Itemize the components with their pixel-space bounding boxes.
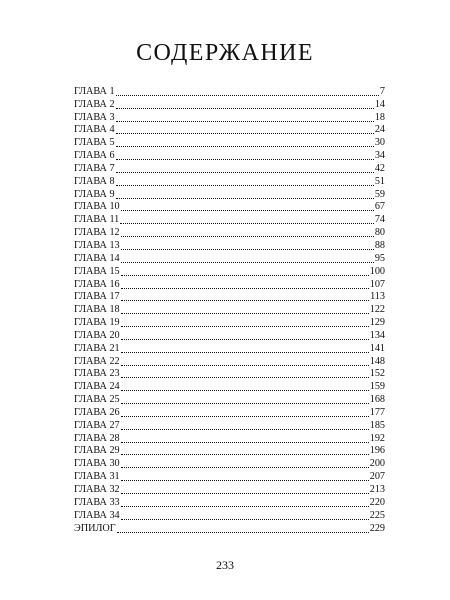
toc-entry-label: ГЛАВА 20: [74, 329, 120, 341]
toc-entry-label: ГЛАВА 9: [74, 188, 115, 200]
toc-entry-page-number: 213: [369, 484, 385, 495]
dot-leader: [121, 519, 369, 520]
toc-entry-label: ГЛАВА 31: [74, 471, 120, 483]
toc-entry-label: ГЛАВА 26: [74, 406, 120, 418]
dot-leader: [121, 288, 369, 289]
toc-entry-label: ГЛАВА 32: [74, 484, 120, 495]
dot-leader: [121, 275, 369, 276]
toc-entry-label: ГЛАВА 3: [74, 111, 115, 123]
toc-entry[interactable]: [74, 136, 385, 149]
toc-entry-page-number: 67: [374, 201, 385, 213]
toc-entry[interactable]: [74, 470, 385, 483]
toc-entry-label: ГЛАВА 17: [74, 291, 120, 303]
toc-entry-page-number: 192: [369, 432, 385, 444]
toc-entry[interactable]: [74, 149, 385, 162]
dot-leader: [121, 339, 369, 340]
dot-leader: [121, 429, 369, 430]
toc-entry-label: ГЛАВА 27: [74, 419, 120, 431]
toc-entry[interactable]: [74, 265, 385, 278]
toc-entry-label: ЭПИЛОГ: [74, 522, 116, 534]
toc-entry-page-number: 30: [374, 137, 385, 149]
toc-entry-page-number: 95: [374, 252, 385, 264]
dot-leader: [116, 146, 374, 147]
toc-entry[interactable]: [74, 329, 385, 342]
dot-leader: [121, 300, 369, 301]
toc-entry-page-number: 42: [374, 162, 385, 174]
dot-leader: [116, 121, 374, 122]
toc-entry-page-number: 59: [374, 188, 385, 200]
toc-entry-page-number: 220: [369, 496, 385, 508]
toc-entry-label: ГЛАВА 10: [74, 201, 120, 213]
toc-entry-label: ГЛАВА 24: [74, 381, 120, 393]
toc-entry-page-number: 74: [374, 214, 385, 226]
toc-entry-page-number: 107: [369, 278, 385, 290]
toc-entry-label: ГЛАВА 7: [74, 162, 115, 174]
toc-entry[interactable]: [74, 98, 385, 111]
toc-entry[interactable]: [74, 239, 385, 252]
toc-entry-label: ГЛАВА 13: [74, 239, 120, 251]
page-title: СОДЕРЖАНИЕ: [136, 40, 314, 66]
toc-entry-page-number: 148: [369, 355, 385, 367]
toc-entry-label: ГЛАВА 12: [74, 227, 120, 239]
dot-leader: [116, 108, 374, 109]
dot-leader: [116, 133, 374, 134]
dot-leader: [121, 403, 369, 404]
dot-leader: [117, 532, 369, 533]
dot-leader: [121, 249, 374, 250]
toc-entry-page-number: 14: [374, 98, 385, 110]
toc-entry[interactable]: [74, 393, 385, 406]
dot-leader: [121, 326, 369, 327]
dot-leader: [121, 442, 369, 443]
toc-entry[interactable]: [74, 201, 385, 214]
toc-entry[interactable]: [74, 316, 385, 329]
toc-entry-page-number: 134: [369, 329, 385, 341]
toc-entry-label: ГЛАВА 23: [74, 368, 120, 380]
toc-entry-label: ГЛАВА 15: [74, 265, 120, 277]
toc-entry[interactable]: [74, 496, 385, 509]
dot-leader: [121, 390, 369, 391]
dot-leader: [116, 172, 374, 173]
toc-entry-page-number: 80: [374, 227, 385, 239]
dot-leader: [116, 95, 379, 96]
toc-entry-label: ГЛАВА 29: [74, 445, 120, 457]
toc-entry[interactable]: [74, 457, 385, 470]
toc-entry[interactable]: [74, 111, 385, 124]
dot-leader: [121, 480, 369, 481]
toc-entry-label: ГЛАВА 22: [74, 355, 120, 367]
toc-entry-label: ГЛАВА 19: [74, 317, 120, 329]
toc-entry[interactable]: [74, 380, 385, 393]
toc-entry[interactable]: [74, 355, 385, 368]
toc-entry-label: ГЛАВА 1: [74, 85, 115, 97]
dot-leader: [121, 365, 369, 366]
toc-entry-page-number: 196: [369, 445, 385, 457]
toc-entry-label: ГЛАВА 18: [74, 304, 120, 316]
toc-entry-page-number: 141: [369, 342, 385, 354]
dot-leader: [120, 223, 374, 224]
toc-entry-label: ГЛАВА 28: [74, 432, 120, 444]
toc-entry-label: ГЛАВА 16: [74, 278, 120, 290]
dot-leader: [121, 493, 369, 494]
dot-leader: [116, 185, 374, 186]
toc-entry-page-number: 88: [374, 239, 385, 251]
toc-entry[interactable]: [74, 85, 385, 98]
dot-leader: [121, 313, 369, 314]
toc-entry-page-number: 168: [369, 394, 385, 406]
toc-entry[interactable]: [74, 213, 385, 226]
dot-leader: [121, 506, 369, 507]
toc-entry-page-number: 18: [374, 111, 385, 123]
toc-entry[interactable]: [74, 522, 385, 535]
toc-entry[interactable]: [74, 483, 385, 496]
toc-entry[interactable]: [74, 291, 385, 304]
toc-entry-label: ГЛАВА 21: [74, 342, 120, 354]
toc-entry[interactable]: [74, 368, 385, 381]
toc-entry[interactable]: [74, 175, 385, 188]
toc-entry-label: ГЛАВА 34: [74, 509, 120, 521]
toc-entry-label: ГЛАВА 5: [74, 137, 115, 149]
dot-leader: [121, 454, 369, 455]
toc-entry-label: ГЛАВА 25: [74, 394, 120, 406]
toc-entry-page-number: 129: [369, 317, 385, 329]
toc-entry-page-number: 51: [374, 175, 385, 187]
toc-entry-label: ГЛАВА 11: [74, 214, 120, 226]
dot-leader: [116, 159, 374, 160]
toc-entry[interactable]: [74, 406, 385, 419]
toc-entry-page-number: 7: [379, 85, 385, 97]
toc-entry-label: ГЛАВА 4: [74, 124, 115, 136]
toc-entry[interactable]: [74, 303, 385, 316]
toc-entry-page-number: 177: [369, 406, 385, 418]
toc-entry-label: ГЛАВА 6: [74, 150, 115, 162]
toc-entry-page-number: 185: [369, 419, 385, 431]
toc-entry-page-number: 100: [369, 265, 385, 277]
table-of-contents: [74, 85, 385, 535]
toc-entry[interactable]: [74, 188, 385, 201]
toc-entry[interactable]: [74, 162, 385, 175]
toc-entry[interactable]: [74, 226, 385, 239]
dot-leader: [121, 352, 369, 353]
toc-entry-page-number: 24: [374, 124, 385, 136]
dot-leader: [121, 416, 369, 417]
toc-entry-page-number: 200: [369, 458, 385, 470]
toc-entry[interactable]: [74, 252, 385, 265]
dot-leader: [121, 262, 374, 263]
toc-entry-label: ГЛАВА 30: [74, 458, 120, 470]
toc-entry[interactable]: [74, 445, 385, 458]
dot-leader: [116, 198, 374, 199]
toc-entry[interactable]: [74, 342, 385, 355]
toc-entry-label: ГЛАВА 2: [74, 98, 115, 110]
toc-entry-page-number: 229: [369, 522, 385, 534]
toc-entry-page-number: 122: [369, 304, 385, 316]
toc-entry[interactable]: [74, 419, 385, 432]
toc-entry[interactable]: [74, 278, 385, 291]
dot-leader: [121, 210, 374, 211]
toc-entry[interactable]: [74, 432, 385, 445]
dot-leader: [121, 236, 374, 237]
toc-entry-page-number: 159: [369, 381, 385, 393]
toc-entry-page-number: 113: [370, 291, 385, 303]
toc-entry-label: ГЛАВА 8: [74, 175, 115, 187]
toc-entry-page-number: 34: [374, 150, 385, 162]
toc-entry-page-number: 225: [369, 509, 385, 521]
dot-leader: [121, 467, 369, 468]
toc-entry[interactable]: [74, 509, 385, 522]
dot-leader: [121, 377, 369, 378]
toc-entry-page-number: 207: [369, 471, 385, 483]
toc-entry-page-number: 152: [369, 368, 385, 380]
toc-entry-label: ГЛАВА 33: [74, 496, 120, 508]
page-number: 233: [216, 558, 234, 572]
toc-entry[interactable]: [74, 124, 385, 137]
toc-entry-label: ГЛАВА 14: [74, 252, 120, 264]
